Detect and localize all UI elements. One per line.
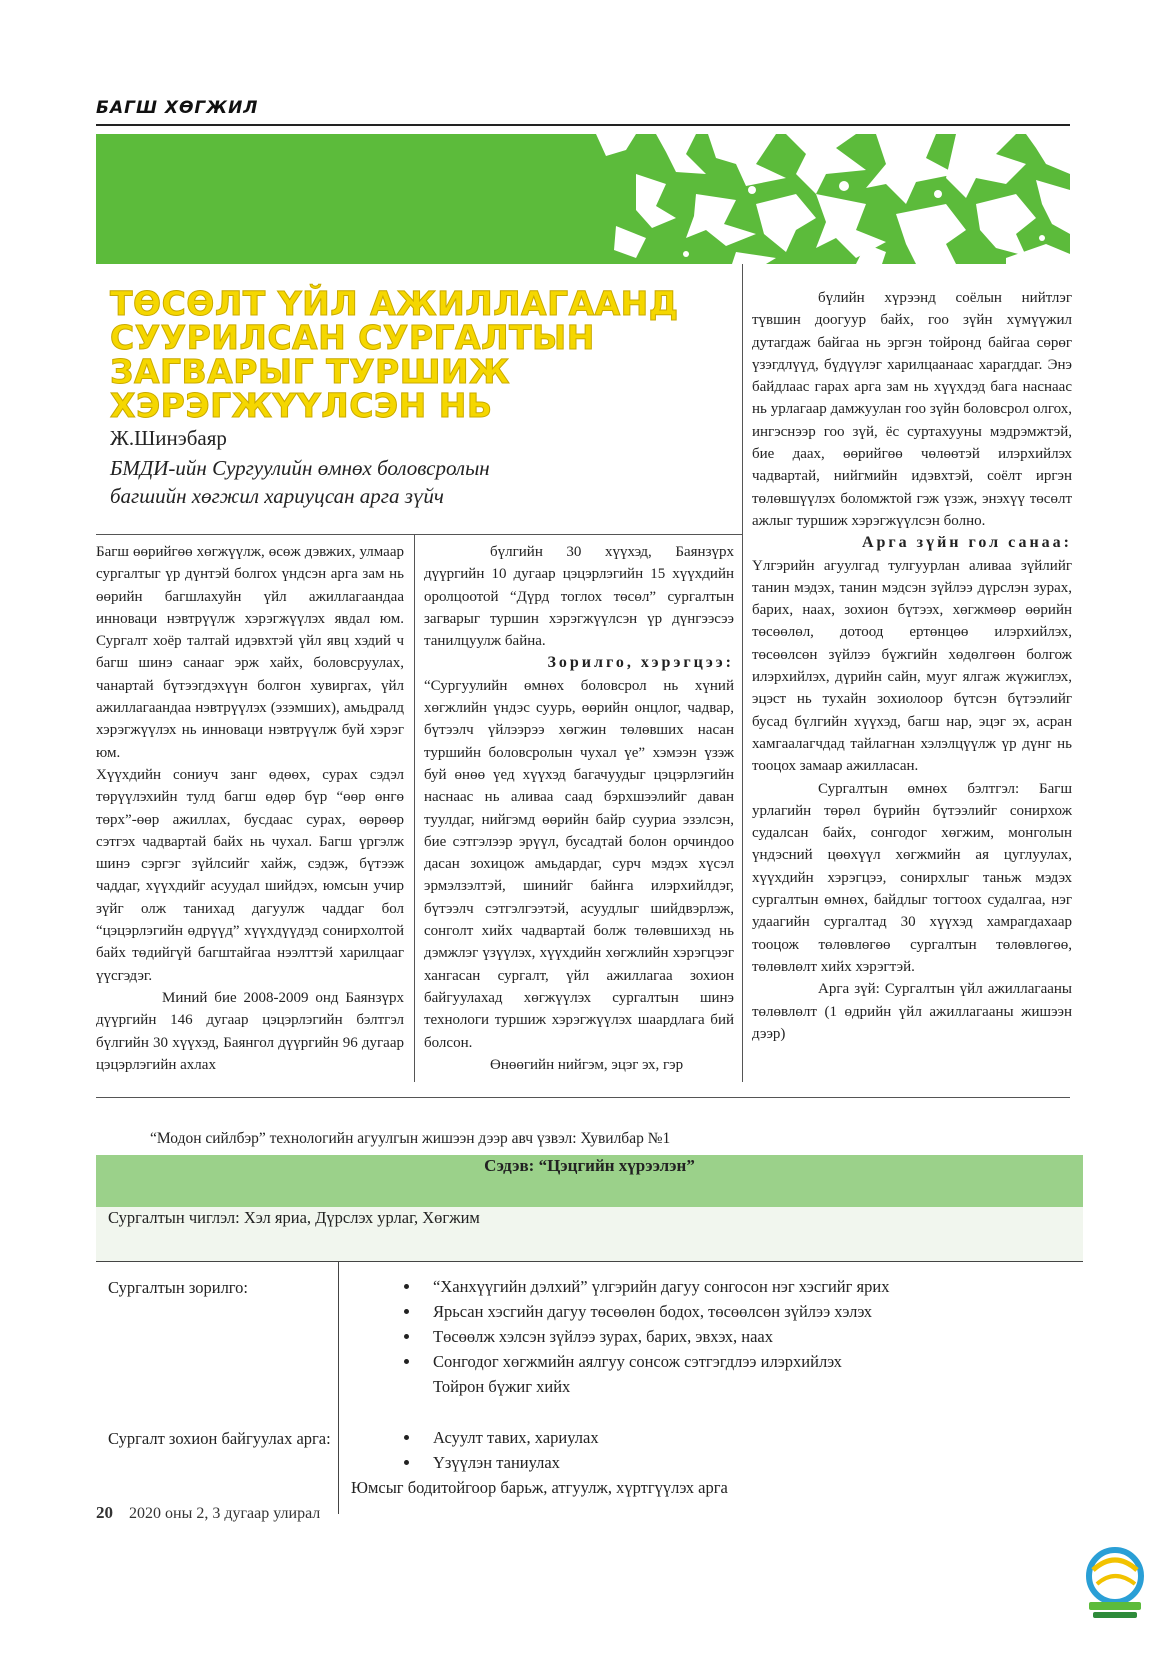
title-line: СУУРИЛСАН СУРГАЛТЫН: [110, 318, 595, 357]
topic-cell: Сэдэв: “Цэцгийн хүрээлэн”: [96, 1155, 1083, 1207]
list-item: • Сонгодог хөгжмийн аялгуу сонсож сэтгэгдлээ илэрхийлэх: [421, 1349, 1083, 1374]
section-rule: [96, 534, 742, 535]
paragraph: Үлгэрийн агуулгад тулгуурлан аливаа зүйлийг танин мэдэх, танин мэдсэн зүйлээ дүрслэн зурах, барих, наах, зохион бүтээх, хөгжмөөр өөрийн төсөөлөл, дотоод ертөнцөө илэрхийлэх, төсөөлсөн зүйлээ бүжгийн хөдөлгөөн болгож илэрхийлэх, дүрийн сайн, мууг ялгаж жүжиглэх, эцэст нь тухайн зохиолоор бүтсэн бүтээлийг бусад бүлгийн хүүхэд, багш нар, эцэг эх, асран хамгаалагчдад тайлагнан хэлэлцүүлж үр дүнг нь тооцох замаар ажилласан.: [752, 557, 1072, 775]
list-item: • Асуулт тавих, хариулах: [421, 1425, 1083, 1450]
paragraph: Багш өөрийгөө хөгжүүлж, өсөж дэвжих, улмаар сургалтыг үр дүнтэй болгох үндсэн арга зам нь өөрийн багшлахуйн үйл ажиллагаандаа инноваци нэвтрүүлж хэрэгжүүлэх явдал юм. Сургалт хоёр талтай идэвхтэй үйл явц хэдий ч багш шинэ санааг эрж хайх, боловсруулах, чанартай бүтээгдэхүүн болгон хувиргах, үйл ажиллагаандаа нэвтрүүлэх (эзэмших), амьдралд хэрэгжүүлэх нь инноваци нэвтрүүлж буй хэрэг юм.: [96, 544, 404, 761]
paragraph: Арга зүй: Сургалтын үйл ажиллагааны төлөвлөлт (1 өдрийн үйл ажиллагааны жишээн дээр): [752, 981, 1072, 1042]
right-column: [752, 287, 1072, 1045]
paragraph: Сургалтын өмнөх бэлтгэл: Багш урлагийн төрөл бүрийн бүтээлийг сонирхож судалсан байх, сонгодог хөгжим, монголын үндэсний цөөхүүл хөгжмийн ая цуглуулах, хүүхдийн хэрэгцээ, сонирхлыг таньж мэдэх сургалтын өмнөх, байдлыг тогтоох судалгаа, нэг удаагийн сургалтад 30 хүүхэд хамрагдахаар тооцож төлөвлөгөө сургалтын төлөвлөгөө, төлөвлөлт хийх хэрэгтэй.: [752, 780, 1072, 975]
direction-cell: Сургалтын чиглэл: Хэл яриа, Дүрслэх урлаг, Хөгжим: [96, 1207, 1083, 1262]
lesson-table: [96, 1155, 1083, 1514]
bullet-list: [351, 1274, 1083, 1374]
header-rule: [96, 124, 1070, 126]
list-item: • Ярьсан хэсгийн дагуу төсөөлөн бодох, төсөөлсөн зүйлээ хэлэх: [421, 1299, 1083, 1324]
table-row: [96, 1207, 1083, 1262]
paragraph: “Сургуулийн өмнөх боловсрол нь хүний хөгжлийн үндэс суурь, өөрийн онцлог, чадвар, бүтээлч үйлээрээ хөгжин төлөвших насан туршийн боловсролын чухал үе” хэмээн үзэж буй өнөө үед хүүхэд багачуудыг цэцэрлэгийн наснаас нь аливаа саад бэрхшээлийг даван туулдаг, нийгэмд өөрийн байр сууриа эзэлсэн, бие сэтгэлээр эрүүл, бусадтай болон орчиндоо дасан зохицож амьдардаг, сурч мэдэх хүсэл эрмэлзэлтэй, шинийг байнга илэрхийлдэг, бүтээлч сэтгэлгээтэй, асуудлыг шийдвэрлэж, сонголт хийх чадвартай болж төлөвшихэд нь дэмжлэг үзүүлэх, хүүхдийн хөгжлийн хэрэгцээг хангасан сургалт, үйл ажиллагаа зохион байгуулахад хөгжүүлэх сургалтын шинэ технологи туршиж хэрэгжүүлэх шаардлага бий болсон.: [424, 677, 734, 1051]
section-heading: Зорилго, хэрэгцээ:: [547, 654, 734, 672]
section-rule: [96, 1097, 1070, 1098]
paragraph: Өнөөгийн нийгэм, эцэг эх, гэр: [490, 1056, 684, 1073]
row-items: [339, 1262, 1084, 1414]
section-heading: Арга зүйн гол санаа:: [861, 534, 1072, 552]
publisher-logo-icon: [1079, 1540, 1149, 1635]
table-caption: “Модон сийлбэр” технологийн агуулгын жишээн дээр авч үзвэл: Хувилбар №1: [150, 1130, 671, 1147]
title-line: ХЭРЭГЖҮҮЛСЭН НЬ: [110, 386, 493, 425]
affiliation-line: багшийн хөгжил хариуцсан арга зүйч: [110, 484, 444, 508]
middle-column: [424, 541, 734, 1076]
page-number: 20: [96, 1503, 113, 1522]
title-line: ТӨСӨЛТ ҮЙЛ АЖИЛЛАГААНД: [110, 284, 679, 323]
table-row: [96, 1262, 1083, 1414]
paragraph: бүлийн хүрээнд соёлын нийтлэг түвшин доогуур байх, гоо зүйн хүмүүжил дутагдаж байгаа нь эргэн тойронд байгаа сөрөг үзэгдлүүд, бүдүүлэг харилцаанаас харагддаг. Энэ байдлаас гарах арга зам нь хүүхдэд бага наснаас нь урлагаар дамжуулан гоо зүйн боловсрол олгох, ингэснээр гоо зүй, ёс суртахууны мэдрэмжтэй, бие даах, өөрийгөө чөлөөтэй илэрхийлэх чадвартай, нийгмийн идэвхтэй, соёлт иргэн төлөвшүүлэх боломжтой гэж үзэж, энэхүү төсөлт ажлыг туршиж хэрэгжүүлсэн болно.: [752, 290, 1072, 529]
list-continuation: Тойрон бүжиг хийх: [433, 1377, 571, 1396]
decorative-banner: [96, 134, 1070, 264]
issue-label: 2020 оны 2, 3 дугаар улирал: [129, 1505, 321, 1522]
list-item: • Төсөөлж хэлсэн зүйлээ зурах, барих, эвхэх, наах: [421, 1324, 1083, 1349]
author-affiliation: [110, 454, 710, 510]
table-row: [96, 1413, 1083, 1514]
title-line: ЗАГВАРЫГ ТУРШИЖ: [110, 352, 511, 391]
paragraph: бүлгийн 30 хүүхэд, Баянзүрх дүүргийн 10 дугаар цэцэрлэгийн 15 хүүхдийн оролцоотой “Дүрд тоглох төсөл” сургалтын загварыг туршин хэрэгжүүлсэн үр дүнгээсээ танилцуулж байна.: [424, 544, 734, 650]
page-footer: [96, 1503, 320, 1523]
article-title: [110, 284, 750, 425]
paragraph: Хүүхдийн сониуч занг өдөөх, сурах сэдэл төрүүлэхийн тулд багш өдөр бүр “өөр өнгө төрх”-өөр ажиллах, бусдаас сурах, өөрөөр сэтгэх чадвартай байх нь чухал. Багш үргэлж шинэ сэргэг зүйлсийг хайж, сэдэж, бүтээж чаддаг, хүүхдийг асуудал шийдэх, юмсын учир зүйг олж танихад дагуулж чаддаг бол “цэцэрлэгийн өдрүүд” хүүхдүүдэд сонирхолтой байх төдийгүй багштайгаа нээлттэй харилцааг үүсгэдэг.: [96, 766, 404, 984]
row-label: Сургалт зохион байгуулах арга:: [96, 1413, 339, 1514]
section-label: БАГШ ХӨГЖИЛ: [96, 98, 259, 118]
paragraph: Миний бие 2008-2009 онд Баянзүрх дүүргийн 146 дугаар цэцэрлэгийн бэлтгэл бүлгийн 30 хүүхэд, Баянгол дүүргийн 96 дугаар цэцэрлэгийн ахлах: [96, 989, 404, 1073]
table-header-row: [96, 1155, 1083, 1207]
author-name: Ж.Шинэбаяр: [110, 426, 227, 450]
list-after-text: Юмсыг бодитойгоор барьж, атгуулж, хүртгүүлэх арга: [351, 1478, 728, 1497]
list-item: • “Ханхүүгийн дэлхий” үлгэрийн дагуу сонгосон нэг хэсгийг ярих: [421, 1274, 1083, 1299]
column-divider: [414, 535, 415, 1082]
affiliation-line: БМДИ-ийн Сургуулийн өмнөх боловсролын: [110, 456, 490, 480]
list-item: • Үзүүлэн таниулах: [421, 1450, 1083, 1475]
bullet-list: [351, 1425, 1083, 1475]
left-column: [96, 541, 404, 1076]
row-label: Сургалтын зорилго:: [96, 1262, 339, 1414]
leaf-pattern-graphic: [96, 134, 1070, 264]
row-items: [339, 1413, 1084, 1514]
